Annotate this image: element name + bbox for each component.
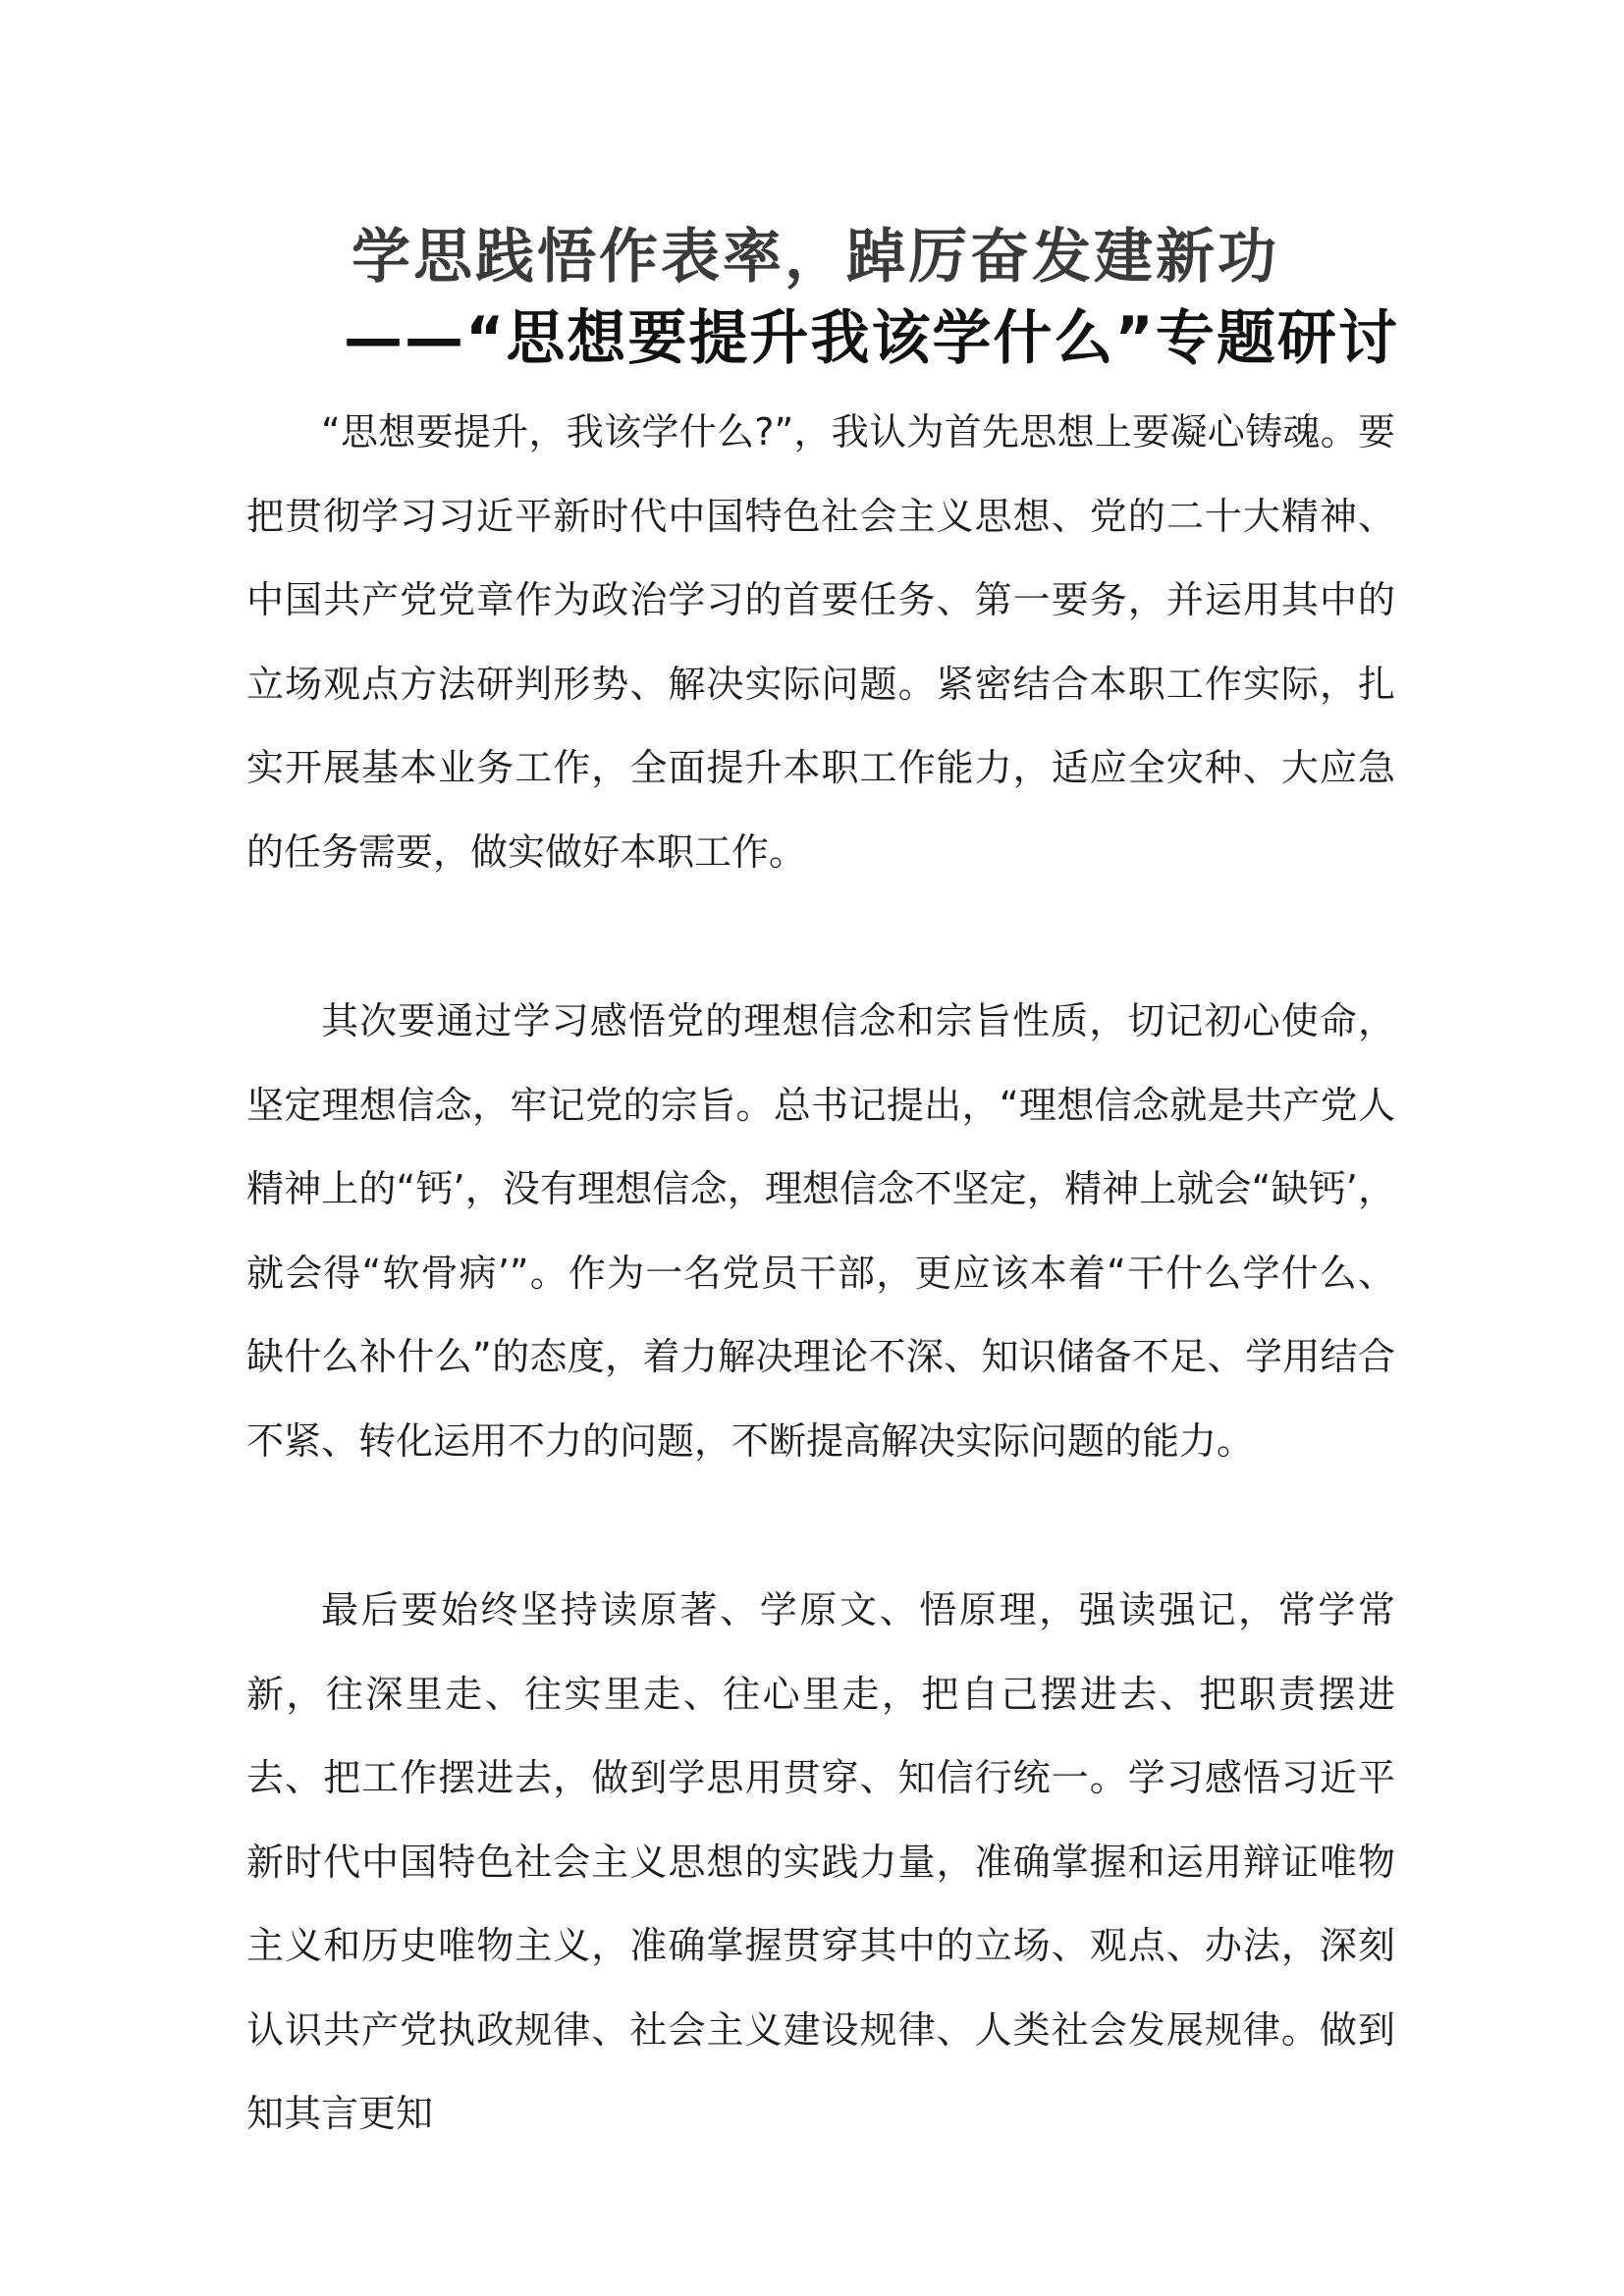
paragraph-3: 最后要始终坚持读原著、学原文、悟原理，强读强记，常学常新，往深里走、往实里走、往心里走，把自己摆进去、把职责摆进去、把工作摆进去，做到学思用贯穿、知信行统一。学习感悟习近平新时代中国特色社会主义思想的实践力量，准确掌握和运用辩证唯物主义和历史唯物主义，准确掌握贯穿其中的立场、观点、办法，深刻认识共产党执政规律、社会主义建设规律、人类社会发展规律。做到知其言更知 [246,1588,1395,2135]
paragraph-1: “思想要提升，我该学什么?”，我认为首先思想上要凝心铸魂。要把贯彻学习习近平新时代中国特色社会主义思想、党的二十大精神、中国共产党党章作为政治学习的首要任务、第一要务，并运用其中的立场观点方法研判形势、解决实际问题。紧密结合本职工作实际，扎实开展基本业务工作，全面提升本职工作能力，适应全灾种、大应急的任务需要，做实做好本职工作。 [246,410,1395,874]
document-title: 学思践悟作表率，踔厉奋发建新功 [352,223,1279,292]
document-subtitle: ——“思想要提升我该学什么”专题研讨 [344,304,1399,373]
document-body [246,391,1395,2242]
paragraph-2: 其次要通过学习感悟党的理想信念和宗旨性质，切记初心使命，坚定理想信念，牢记党的宗旨。总书记提出，“理想信念就是共产党人精神上的“钙’，没有理想信念，理想信念不坚定，精神上就会“缺钙’，就会得“软骨病’”。作为一名党员干部，更应该本着“干什么学什么、缺什么补什么”的态度，着力解决理论不深、知识储备不足、学用结合不紧、转化运用不力的问题，不断提高解决实际问题的能力。 [246,999,1395,1463]
